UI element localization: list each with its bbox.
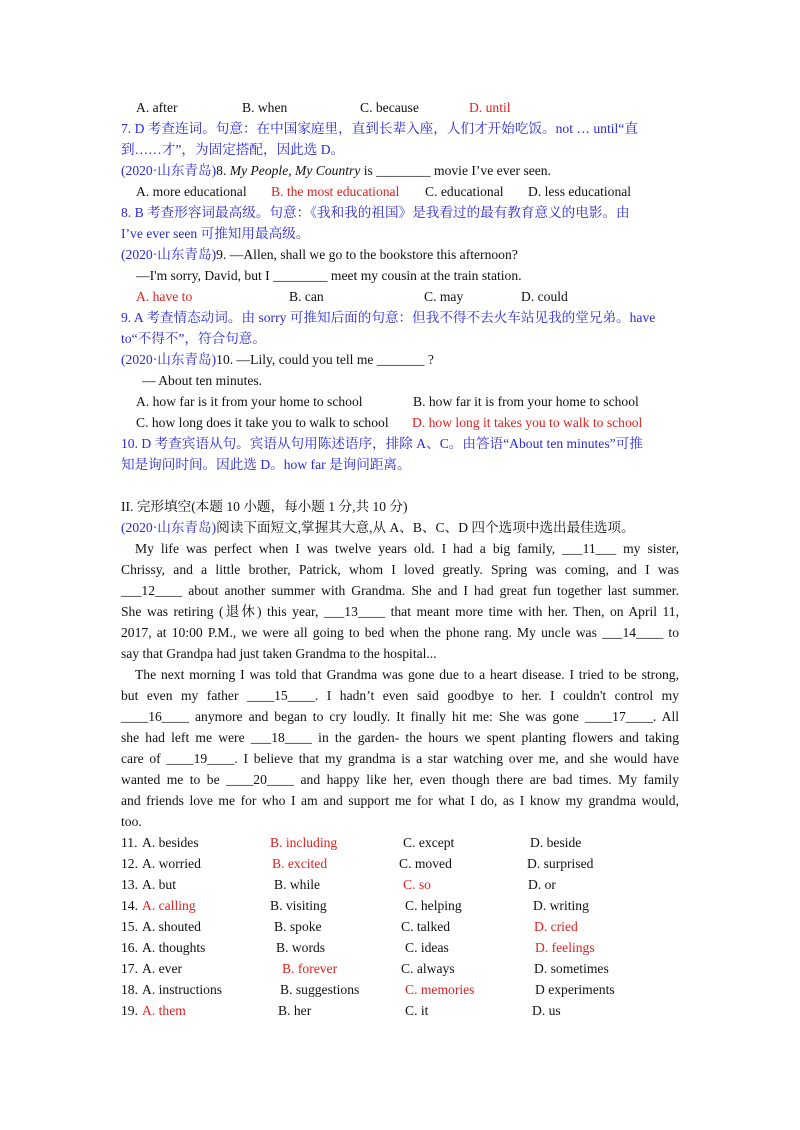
passage-line: The next morning I was told that Grandma was gone due to a heart disease. I tried to be strong, (135, 667, 679, 682)
passage-line: She was retiring (退休) this year, ___13____ that meant more time with her. Then, on April 11, (121, 604, 679, 619)
q10-source: (2020·山东青岛) (121, 352, 217, 367)
choice-option: C. moved (399, 856, 452, 871)
choice-option: B. words (276, 940, 326, 955)
q8-option-a: A. more educational (136, 184, 247, 199)
choice-option: A. thoughts (142, 940, 206, 955)
choice-option: B. spoke (274, 919, 322, 934)
choice-number: 17. (121, 961, 138, 976)
passage-line: wanted me to be ____20____ and happy like her, even though there are bad times. My family (121, 772, 679, 787)
passage-line: ___12____ about another summer with Grandma. She and I had great fun together last summer. (121, 583, 679, 598)
q8-option-b-answer: B. the most educational (271, 184, 400, 199)
choice-option: A. ever (142, 961, 183, 976)
choice-option-answer: D. cried (534, 919, 578, 934)
q10-option-d-answer: D. how long it takes you to walk to school (412, 415, 643, 430)
passage-line: say that Grandpa had just taken Grandma to the hospital... (121, 646, 437, 661)
passage-line: 2017, at 10:00 P.M., we were all going to bed when the phone rang. My uncle was ___14____ to (121, 625, 679, 640)
choice-option: A. besides (142, 835, 199, 850)
choice-option: D. or (528, 877, 556, 892)
choice-number: 14. (121, 898, 138, 913)
q10-option-a: A. how far is it from your home to school (136, 394, 363, 409)
choice-option: A. instructions (142, 982, 223, 997)
q9-explanation-line2: to“不得不”，符合句意。 (121, 331, 266, 346)
choice-option: C. except (403, 835, 455, 850)
section2-instruction: 阅读下面短文,掌握其大意,从 A、B、C、D 四个选项中选出最佳选项。 (216, 520, 635, 535)
q8-number: 8. (216, 163, 230, 178)
choice-number: 11. (121, 835, 138, 850)
choice-option: D. writing (533, 898, 589, 913)
q7-option-c: C. because (360, 100, 419, 115)
passage-line: and friends love me for who I am and support me for what I do, as I know my grandma would, (121, 793, 679, 808)
q10-option-b: B. how far it is from your home to school (413, 394, 639, 409)
passage-line: My life was perfect when I was twelve years old. I had a big family, ___11___ my sister, (135, 541, 679, 556)
q9-stem (121, 244, 518, 265)
choice-number: 16. (121, 940, 138, 955)
q9-reply: —I'm sorry, David, but I ________ meet my cousin at the train station. (136, 268, 522, 283)
choice-option: D. sometimes (534, 961, 609, 976)
choice-option: A. but (142, 877, 176, 892)
passage-line: but even my father ____15____. I hadn’t even said goodbye to her. I couldn't control my (121, 688, 679, 703)
choice-number: 18. (121, 982, 138, 997)
choice-option: D experiments (535, 982, 615, 997)
q8-option-c: C. educational (425, 184, 504, 199)
q10-reply: — About ten minutes. (142, 373, 263, 388)
q8-movie-title: My People, My Country (229, 163, 361, 178)
choice-option-answer: C. so (403, 877, 431, 892)
choice-option: B. visiting (270, 898, 327, 913)
q7-explanation-line2: 到……才”，为固定搭配，因此选 D。 (121, 142, 345, 157)
q7-option-d-answer: D. until (469, 100, 511, 115)
choice-option: B. while (274, 877, 321, 892)
q8-stem (121, 160, 551, 181)
q9-option-c: C. may (424, 289, 464, 304)
choice-option: A. shouted (142, 919, 201, 934)
q8-option-d: D. less educational (528, 184, 632, 199)
passage-line: she had left me were ___18____ in the garden- the hours we spent planting flowers and taking (121, 730, 679, 745)
q8-explanation-line1: 8. B 考查形容词最高级。句意：《我和我的祖国》是我看过的最有教育意义的电影。由 (121, 205, 630, 220)
q9-explanation-line1: 9. A 考查情态动词。由 sorry 可推知后面的句意：但我不得不去火车站见我的堂兄弟。have (121, 310, 656, 325)
q9-source: (2020·山东青岛) (121, 247, 217, 262)
choice-option: D. surprised (527, 856, 594, 871)
q7-explanation-line1: 7. D 考查连词。句意：在中国家庭里，直到长辈入座，人们才开始吃饭。not … until“直 (121, 121, 638, 136)
q10-explanation-line1: 10. D 考查宾语从句。宾语从句用陈述语序，排除 A、C。由答语“About ten minutes”可推 (121, 436, 643, 451)
choice-option-answer: B. forever (282, 961, 338, 976)
choice-option-answer: D. feelings (535, 940, 595, 955)
choice-option-answer: B. including (270, 835, 338, 850)
section2-instruction-line (121, 517, 635, 538)
q10-option-c: C. how long does it take you to walk to school (136, 415, 389, 430)
passage-line: ____16____ anymore and began to cry loudly. It finally hit me: She was gone ____17____. All (121, 709, 679, 724)
q9-option-b: B. can (289, 289, 324, 304)
choice-number: 19. (121, 1003, 138, 1018)
q9-question: 9. —Allen, shall we go to the bookstore this afternoon? (216, 247, 518, 262)
section2-heading: II. 完形填空(本题 10 小题，每小题 1 分,共 10 分) (121, 499, 408, 514)
passage-line: Chrissy, and a little brother, Patrick, whom I loved greatly. Spring was coming, and I was (121, 562, 679, 577)
choice-option: A. worried (142, 856, 201, 871)
q8-stem-rest: is ________ movie I’ve ever seen. (360, 163, 551, 178)
q10-stem (121, 349, 434, 370)
choice-option: C. talked (401, 919, 451, 934)
choice-option-answer: A. calling (142, 898, 196, 913)
choice-option: B. suggestions (280, 982, 360, 997)
choice-option: C. it (405, 1003, 429, 1018)
q7-option-a: A. after (136, 100, 178, 115)
choice-option: C. always (401, 961, 455, 976)
q10-question: 10. —Lily, could you tell me _______ ? (216, 352, 434, 367)
choice-option-answer: A. them (142, 1003, 186, 1018)
q8-explanation-line2: I’ve ever seen 可推知用最高级。 (121, 226, 310, 241)
q9-option-a-answer: A. have to (136, 289, 193, 304)
choice-number: 15. (121, 919, 138, 934)
choice-option: C. ideas (405, 940, 449, 955)
q9-option-d: D. could (521, 289, 568, 304)
passage-line: care of ____19____. I believe that my grandma is a star watching over me, and she would have (121, 751, 679, 766)
choice-option: D. us (532, 1003, 561, 1018)
choice-number: 13. (121, 877, 138, 892)
choice-number: 12. (121, 856, 138, 871)
choice-option: D. beside (530, 835, 582, 850)
q10-explanation-line2: 知是询问时间。因此选 D。how far 是询问距离。 (121, 457, 411, 472)
choice-option-answer: B. excited (272, 856, 328, 871)
q7-option-b: B. when (242, 100, 288, 115)
passage-line: too. (121, 814, 142, 829)
choice-option-answer: C. memories (405, 982, 475, 997)
choice-option: B. her (278, 1003, 312, 1018)
choice-option: C. helping (405, 898, 462, 913)
section2-source: (2020·山东青岛) (121, 520, 217, 535)
q8-source: (2020·山东青岛) (121, 163, 217, 178)
